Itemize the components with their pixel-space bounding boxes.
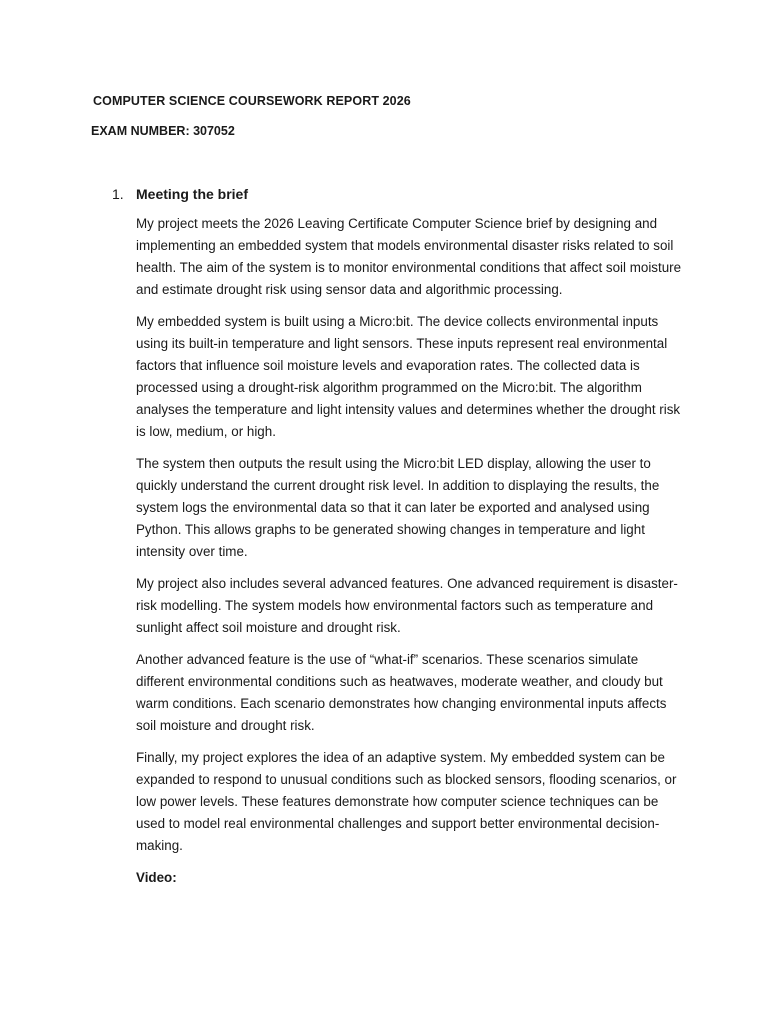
paragraph: Another advanced feature is the use of “what-if” scenarios. These scenarios simulate different environmental conditions such as heatwaves, moderate weather, and cloudy but warm conditions. Each scenario demonstrates how changing environmental inputs affects soil moisture and drought risk. bbox=[136, 652, 667, 733]
paragraph: Finally, my project explores the idea of an adaptive system. My embedded system can be expanded to respond to unusual conditions such as blocked sensors, flooding scenarios, or low power levels. These features demonstrate how computer science techniques can be used to model real environmental challenges and support better environmental decision-making. bbox=[136, 750, 677, 853]
paragraph: My embedded system is built using a Micro:bit. The device collects environmental inputs using its built-in temperature and light sensors. These inputs represent real environmental factors that influence soil moisture levels and evaporation rates. The collected data is processed using a drought-risk algorithm programmed on the Micro:bit. The algorithm analyses the temperature and light intensity values and determines whether the drought risk is low, medium, or high. bbox=[136, 314, 681, 439]
section-body bbox=[136, 213, 682, 889]
paragraph: My project also includes several advanced features. One advanced requirement is disaster-risk modelling. The system models how environmental factors such as temperature and sunlight affect soil moisture and drought risk. bbox=[136, 576, 678, 635]
section-heading bbox=[112, 184, 682, 204]
section-meeting-the-brief bbox=[112, 184, 682, 889]
paragraph: The system then outputs the result using the Micro:bit LED display, allowing the user to quickly understand the current drought risk level. In addition to displaying the results, the system logs the environmental data so that it can later be exported and analysed using Python. This allows graphs to be generated showing changes in temperature and light intensity over time. bbox=[136, 456, 660, 559]
video-label: Video: bbox=[136, 870, 177, 885]
paragraph: My project meets the 2026 Leaving Certificate Computer Science brief by designing and implementing an embedded system that models environmental disaster risks related to soil health. The aim of the system is to monitor environmental conditions that affect soil moisture and estimate drought risk using sensor data and algorithmic processing. bbox=[136, 216, 682, 297]
document-title: COMPUTER SCIENCE COURSEWORK REPORT 2026 bbox=[93, 94, 411, 108]
section-number: 1. bbox=[112, 186, 124, 202]
exam-number: EXAM NUMBER: 307052 bbox=[91, 124, 235, 138]
section-heading-text: Meeting the brief bbox=[136, 186, 249, 202]
